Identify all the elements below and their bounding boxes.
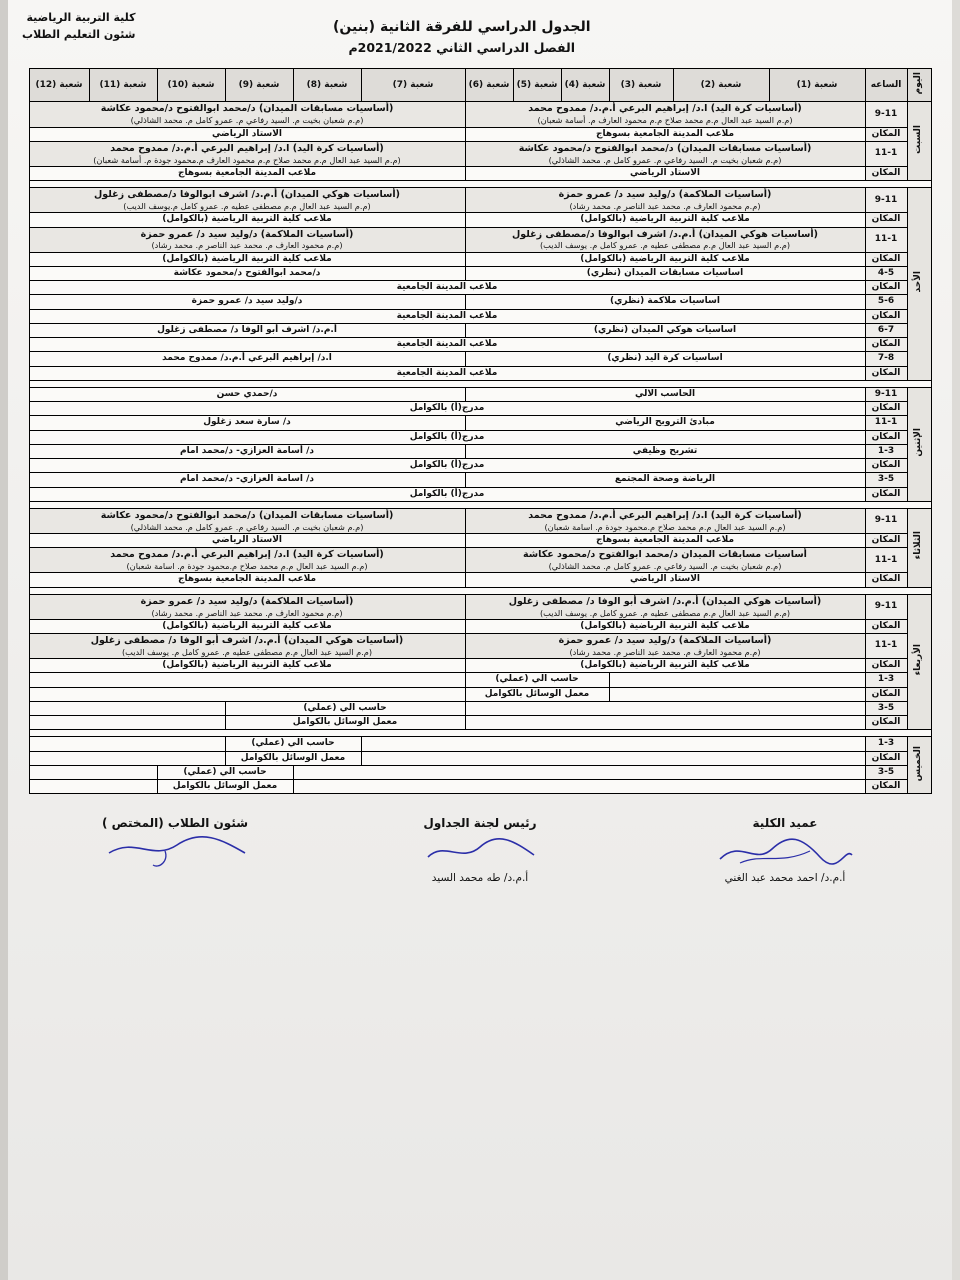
lecture-title: تشريح وظيفي bbox=[465, 444, 865, 458]
table-row bbox=[29, 473, 931, 487]
place-cell: الاستاد الرياضي bbox=[465, 573, 865, 587]
place-label: المكان bbox=[865, 166, 907, 180]
session-cell: (أساسيات هوكي الميدان) أ.م.د/ اشرف ابوالوفا د/مصطفى زغلول (م.م السيد عبد العال م.م مصطفى عطيه م. عمرو كامل م.يوسف الديب) bbox=[29, 188, 465, 213]
table-row bbox=[29, 765, 931, 779]
place-label: المكان bbox=[865, 659, 907, 673]
signature-section bbox=[0, 794, 960, 889]
place-label: المكان bbox=[865, 687, 907, 701]
time-slot: 1-3 bbox=[865, 673, 907, 687]
header-group-1: شعبة (1) bbox=[769, 69, 865, 102]
day-thursday: الخميس bbox=[907, 737, 931, 794]
header-group-11: شعبة (11) bbox=[89, 69, 157, 102]
row-separator bbox=[29, 587, 931, 594]
row-separator bbox=[29, 380, 931, 387]
row-separator bbox=[29, 730, 931, 737]
lecture-title: اساسيات ملاكمة (نظري) bbox=[465, 295, 865, 309]
lecture-staff: د/ أسامة العزازي- د/محمد امام bbox=[29, 444, 465, 458]
place-label: المكان bbox=[865, 213, 907, 227]
place-label: المكان bbox=[865, 459, 907, 473]
table-row bbox=[29, 227, 931, 252]
student-affairs-signature bbox=[60, 835, 290, 869]
table-row bbox=[29, 573, 931, 587]
header-group-7: شعبة (7) bbox=[361, 69, 465, 102]
time-slot: 1-3 bbox=[865, 737, 907, 751]
time-slot: 3-5 bbox=[865, 473, 907, 487]
time-slot: 9-11 bbox=[865, 188, 907, 213]
title-line-2: الفصل الدراسي الثاني 2021/2022م bbox=[348, 40, 576, 56]
place-label: المكان bbox=[865, 716, 907, 730]
time-slot: 9-11 bbox=[865, 594, 907, 619]
place-label: المكان bbox=[865, 534, 907, 548]
table-row bbox=[29, 780, 931, 794]
place-cell: الاستاد الرياضي bbox=[29, 534, 465, 548]
session-cell: (أساسيات الملاكمة) د/وليد سيد د/ عمرو حمزة (م.م محمود العارف م. محمد عبد الناصر م. محمد رشاد) bbox=[29, 227, 465, 252]
table-row bbox=[29, 416, 931, 430]
place-cell: مدرج(أ) بالكوامل bbox=[29, 430, 865, 444]
place-cell: ملاعب كلية التربية الرياضية (بالكوامل) bbox=[465, 213, 865, 227]
time-slot: 11-1 bbox=[865, 141, 907, 166]
document-header bbox=[0, 0, 960, 58]
place-cell: ملاعب كلية التربية الرياضية (بالكوامل) bbox=[29, 252, 465, 266]
time-slot: 11-1 bbox=[865, 634, 907, 659]
day-saturday: السبت bbox=[907, 102, 931, 181]
header-group-8: شعبة (8) bbox=[293, 69, 361, 102]
table-row bbox=[29, 323, 931, 337]
table-row bbox=[29, 252, 931, 266]
table-row bbox=[29, 141, 931, 166]
header-group-10: شعبة (10) bbox=[157, 69, 225, 102]
place-label: المكان bbox=[865, 338, 907, 352]
faculty-block bbox=[22, 10, 135, 43]
empty-cell bbox=[29, 765, 157, 779]
table-row bbox=[29, 266, 931, 280]
time-slot: 11-1 bbox=[865, 548, 907, 573]
table-row bbox=[29, 213, 931, 227]
page-edge-right bbox=[952, 0, 960, 1280]
place-cell: ملاعب المدينة الجامعية bbox=[29, 338, 865, 352]
place-cell: ملاعب كلية التربية الرياضية (بالكوامل) bbox=[465, 619, 865, 633]
table-row bbox=[29, 716, 931, 730]
dean-title: عميد الكلية bbox=[752, 816, 818, 831]
signature-dean bbox=[670, 812, 900, 889]
header-group-3: شعبة (3) bbox=[609, 69, 673, 102]
empty-cell bbox=[29, 780, 157, 794]
empty-cell bbox=[465, 716, 865, 730]
table-row bbox=[29, 444, 931, 458]
session-cell: (أساسيات مسابقات الميدان) د/محمد ابوالفتوح د/محمود عكاشة (م.م شعبان بخيت م. السيد رفاعي م. عمرو كامل م. محمد الشاذلي) bbox=[29, 102, 465, 127]
session-cell: (أساسيات كرة اليد) ا.د/ إبراهيم البرعي أ.م.د/ ممدوح محمد (م.م السيد عبد العال م.م محمد صلاح م.محمود جودة م. اسامة شعبان) bbox=[465, 508, 865, 533]
empty-cell bbox=[609, 673, 865, 687]
empty-cell bbox=[29, 701, 225, 715]
session-cell: (أساسيات الملاكمة) د/وليد سيد د/ عمرو حمزة (م.م محمود العارف م. محمد عبد الناصر م. محمد رشاد) bbox=[29, 594, 465, 619]
student-affairs-title: شئون الطلاب (المختص ) bbox=[101, 816, 249, 831]
time-slot: 5-6 bbox=[865, 295, 907, 309]
day-monday: الإثنين bbox=[907, 387, 931, 501]
table-row bbox=[29, 402, 931, 416]
place-cell: الاستاد الرياضي bbox=[29, 127, 465, 141]
row-separator bbox=[29, 501, 931, 508]
row-separator bbox=[29, 181, 931, 188]
place-cell: مدرج(أ) بالكوامل bbox=[29, 402, 865, 416]
place-cell: مدرج(أ) بالكوامل bbox=[29, 459, 865, 473]
table-row bbox=[29, 102, 931, 127]
lecture-staff: د/محمد ابوالفتوح د/محمود عكاشة bbox=[29, 266, 465, 280]
page-edge-left bbox=[0, 0, 8, 1280]
time-slot: 9-11 bbox=[865, 387, 907, 401]
lecture-title: الحاسب الالي bbox=[465, 387, 865, 401]
place-cell: ملاعب كلية التربية الرياضية (بالكوامل) bbox=[465, 659, 865, 673]
place-cell: ملاعب المدينة الجامعية bbox=[29, 366, 865, 380]
table-row bbox=[29, 295, 931, 309]
header-group-4: شعبة (4) bbox=[561, 69, 609, 102]
place-label: المكان bbox=[865, 487, 907, 501]
header-group-5: شعبة (5) bbox=[513, 69, 561, 102]
empty-cell bbox=[361, 737, 865, 751]
empty-cell bbox=[609, 687, 865, 701]
session-cell: (أساسيات الملاكمة) د/وليد سيد د/ عمرو حمزة (م.م محمود العارف م. محمد عبد الناصر م. محمد رشاد) bbox=[465, 188, 865, 213]
lecture-title: مبادئ الترويح الرياضي bbox=[465, 416, 865, 430]
lecture-staff: ا.د/ إبراهيم البرعي أ.م.د/ ممدوح محمد bbox=[29, 352, 465, 366]
lecture-staff: أ.م.د/ اشرف أبو الوفا د/ مصطفى زغلول bbox=[29, 323, 465, 337]
header-group-12: شعبة (12) bbox=[29, 69, 89, 102]
lecture-title: اساسيات مسابقات الميدان (نظري) bbox=[465, 266, 865, 280]
table-row bbox=[29, 534, 931, 548]
day-wednesday: الأربعاء bbox=[907, 594, 931, 730]
time-slot: 3-5 bbox=[865, 765, 907, 779]
place-cell: ملاعب المدينة الجامعية بسوهاج bbox=[465, 127, 865, 141]
time-slot: 9-11 bbox=[865, 102, 907, 127]
committee-title: رئيس لجنة الجداول bbox=[423, 816, 537, 831]
place-label: المكان bbox=[865, 309, 907, 323]
place-label: المكان bbox=[865, 366, 907, 380]
document-title-block bbox=[333, 16, 591, 58]
session-cell: (أساسيات كرة اليد) ا.د/ إبراهيم البرعي أ.م.د/ ممدوح محمد (م.م السيد عبد العال م.م محمد صلاح م.م محمود العارف م.محمود جودة م. أسامة شعبان) bbox=[29, 141, 465, 166]
committee-signature bbox=[365, 835, 595, 869]
time-slot: 1-3 bbox=[865, 444, 907, 458]
session-cell: (أساسيات كرة اليد) ا.د/ إبراهيم البرعي أ.م.د/ ممدوح محمد (م.م السيد عبد العال م.م محمد صلاح م.م محمود العارف م. أسامة شعبان) bbox=[465, 102, 865, 127]
day-tuesday: الثلاثاء bbox=[907, 508, 931, 587]
time-slot: 3-5 bbox=[865, 701, 907, 715]
session-cell: (أساسيات الملاكمة) د/وليد سيد د/ عمرو حمزة (م.م محمود العارف م. محمد عبد الناصر م. محمد رشاد) bbox=[465, 634, 865, 659]
place-label: المكان bbox=[865, 252, 907, 266]
lecture-title: الرياضة وصحة المجتمع bbox=[465, 473, 865, 487]
table-row bbox=[29, 188, 931, 213]
place-label: المكان bbox=[865, 127, 907, 141]
lecture-staff: د/ سارة سعد زغلول bbox=[29, 416, 465, 430]
empty-cell bbox=[29, 716, 225, 730]
table-row bbox=[29, 309, 931, 323]
dean-signature bbox=[670, 835, 900, 869]
place-cell: معمل الوسائل بالكوامل bbox=[465, 687, 609, 701]
table-row bbox=[29, 659, 931, 673]
empty-cell bbox=[465, 701, 865, 715]
time-slot: 6-7 bbox=[865, 323, 907, 337]
signature-student-affairs bbox=[60, 812, 290, 889]
place-label: المكان bbox=[865, 430, 907, 444]
table-row bbox=[29, 127, 931, 141]
lab-title: حاسب الي (عملي) bbox=[465, 673, 609, 687]
lecture-staff: د/ اسامة العزازي- د/محمد امام bbox=[29, 473, 465, 487]
lab-title: حاسب الي (عملي) bbox=[225, 737, 361, 751]
place-cell: معمل الوسائل بالكوامل bbox=[157, 780, 293, 794]
table-row bbox=[29, 508, 931, 533]
session-cell: أساسيات مسابقات الميدان د/محمد ابوالفتوح د/محمود عكاشة (م.م شعبان بخيت م. السيد رفاعي م. عمرو كامل م. محمد الشاذلي) bbox=[465, 548, 865, 573]
place-cell: ملاعب المدينة الجامعية بسوهاج bbox=[29, 573, 465, 587]
table-row bbox=[29, 487, 931, 501]
session-cell: (أساسيات هوكي الميدان) أ.م.د/ اشرف أبو الوفا د/ مصطفى زغلول (م.م السيد عبد العال م.م مصطفى عطيه م. عمرو كامل م. يوسف الديب) bbox=[29, 634, 465, 659]
lecture-staff: د/وليد سيد د/ عمرو حمزة bbox=[29, 295, 465, 309]
place-cell: ملاعب المدينة الجامعية بسوهاج bbox=[465, 534, 865, 548]
table-row bbox=[29, 281, 931, 295]
title-line-1: الجدول الدراسي للفرقة الثانية (بنين) bbox=[333, 19, 591, 35]
place-label: المكان bbox=[865, 573, 907, 587]
lecture-title: اساسيات هوكي الميدان (نظري) bbox=[465, 323, 865, 337]
place-label: المكان bbox=[865, 751, 907, 765]
time-slot: 7-8 bbox=[865, 352, 907, 366]
empty-cell bbox=[29, 737, 225, 751]
session-cell: (أساسيات مسابقات الميدان) د/محمد ابوالفتوح د/محمود عكاشة (م.م شعبان بخيت م. السيد رفاعي م. عمرو كامل م. محمد الشاذلي) bbox=[465, 141, 865, 166]
lab-title: حاسب الي (عملي) bbox=[157, 765, 293, 779]
place-label: المكان bbox=[865, 619, 907, 633]
table-row bbox=[29, 701, 931, 715]
session-cell: (أساسيات هوكي الميدان) أ.م.د/ اشرف أبو الوفا د/ مصطفى زغلول (م.م السيد عبد العال م.م مصطفى عطيه م. عمرو كامل م. يوسف الديب) bbox=[465, 594, 865, 619]
table-row bbox=[29, 687, 931, 701]
time-slot: 9-11 bbox=[865, 508, 907, 533]
session-cell: (أساسيات كرة اليد) ا.د/ إبراهيم البرعي أ.م.د/ ممدوح محمد (م.م السيد عبد العال م.م محمد صلاح م.محمود جودة م. اسامة شعبان) bbox=[29, 548, 465, 573]
committee-name: أ.م.د/ طه محمد السيد bbox=[431, 872, 529, 885]
place-cell: ملاعب المدينة الجامعية بسوهاج bbox=[29, 166, 465, 180]
header-hour: الساعه bbox=[865, 69, 907, 102]
table-row bbox=[29, 338, 931, 352]
empty-cell bbox=[29, 687, 465, 701]
signature-committee bbox=[365, 812, 595, 889]
table-row bbox=[29, 751, 931, 765]
time-slot: 4-5 bbox=[865, 266, 907, 280]
session-cell: (أساسيات مسابقات الميدان) د/محمد ابوالفتوح د/محمود عكاشة (م.م شعبان بخيت م. السيد رفاعي م. عمرو كامل م. محمد الشاذلي) bbox=[29, 508, 465, 533]
place-cell: مدرج(أ) بالكوامل bbox=[29, 487, 865, 501]
time-slot: 11-1 bbox=[865, 416, 907, 430]
session-cell: (أساسيات هوكي الميدان) أ.م.د/ اشرف ابوالوفا د/مصطفى زغلول (م.م السيد عبد العال م.م مصطفى عطيه م. عمرو كامل م. يوسف الديب) bbox=[465, 227, 865, 252]
place-label: المكان bbox=[865, 281, 907, 295]
faculty-name: كلية التربية الرياضية bbox=[26, 11, 136, 24]
table-row bbox=[29, 548, 931, 573]
place-cell: ملاعب كلية التربية الرياضية (بالكوامل) bbox=[465, 252, 865, 266]
place-label: المكان bbox=[865, 402, 907, 416]
place-cell: ملاعب كلية التربية الرياضية (بالكوامل) bbox=[29, 213, 465, 227]
table-row bbox=[29, 430, 931, 444]
empty-cell bbox=[361, 751, 865, 765]
empty-cell bbox=[29, 751, 225, 765]
lab-title: حاسب الي (عملي) bbox=[225, 701, 465, 715]
header-group-6: شعبة (6) bbox=[465, 69, 513, 102]
table-header-row bbox=[29, 69, 931, 102]
place-cell: معمل الوسائل بالكوامل bbox=[225, 716, 465, 730]
table-row bbox=[29, 166, 931, 180]
place-cell: ملاعب كلية التربية الرياضية (بالكوامل) bbox=[29, 619, 465, 633]
empty-cell bbox=[29, 673, 465, 687]
header-day: اليوم bbox=[907, 69, 931, 102]
table-row bbox=[29, 459, 931, 473]
time-slot: 11-1 bbox=[865, 227, 907, 252]
header-group-2: شعبة (2) bbox=[673, 69, 769, 102]
table-row bbox=[29, 594, 931, 619]
place-cell: ملاعب المدينة الجامعية bbox=[29, 281, 865, 295]
table-row bbox=[29, 352, 931, 366]
place-label: المكان bbox=[865, 780, 907, 794]
place-cell: الاستاد الرياضي bbox=[465, 166, 865, 180]
table-row bbox=[29, 619, 931, 633]
header-group-9: شعبة (9) bbox=[225, 69, 293, 102]
lecture-staff: د/حمدي حسن bbox=[29, 387, 465, 401]
empty-cell bbox=[293, 765, 865, 779]
department-name: شئون التعليم الطلاب bbox=[22, 27, 136, 41]
place-cell: ملاعب كلية التربية الرياضية (بالكوامل) bbox=[29, 659, 465, 673]
schedule-table bbox=[29, 68, 932, 794]
dean-name: أ.م.د/ احمد محمد عبد الغني bbox=[724, 872, 846, 885]
table-row bbox=[29, 737, 931, 751]
table-row bbox=[29, 366, 931, 380]
place-cell: ملاعب المدينة الجامعية bbox=[29, 309, 865, 323]
table-row bbox=[29, 387, 931, 401]
lecture-title: اساسيات كرة اليد (نظري) bbox=[465, 352, 865, 366]
table-row bbox=[29, 634, 931, 659]
table-row bbox=[29, 673, 931, 687]
place-cell: معمل الوسائل بالكوامل bbox=[225, 751, 361, 765]
day-sunday: الأحد bbox=[907, 188, 931, 381]
empty-cell bbox=[293, 780, 865, 794]
